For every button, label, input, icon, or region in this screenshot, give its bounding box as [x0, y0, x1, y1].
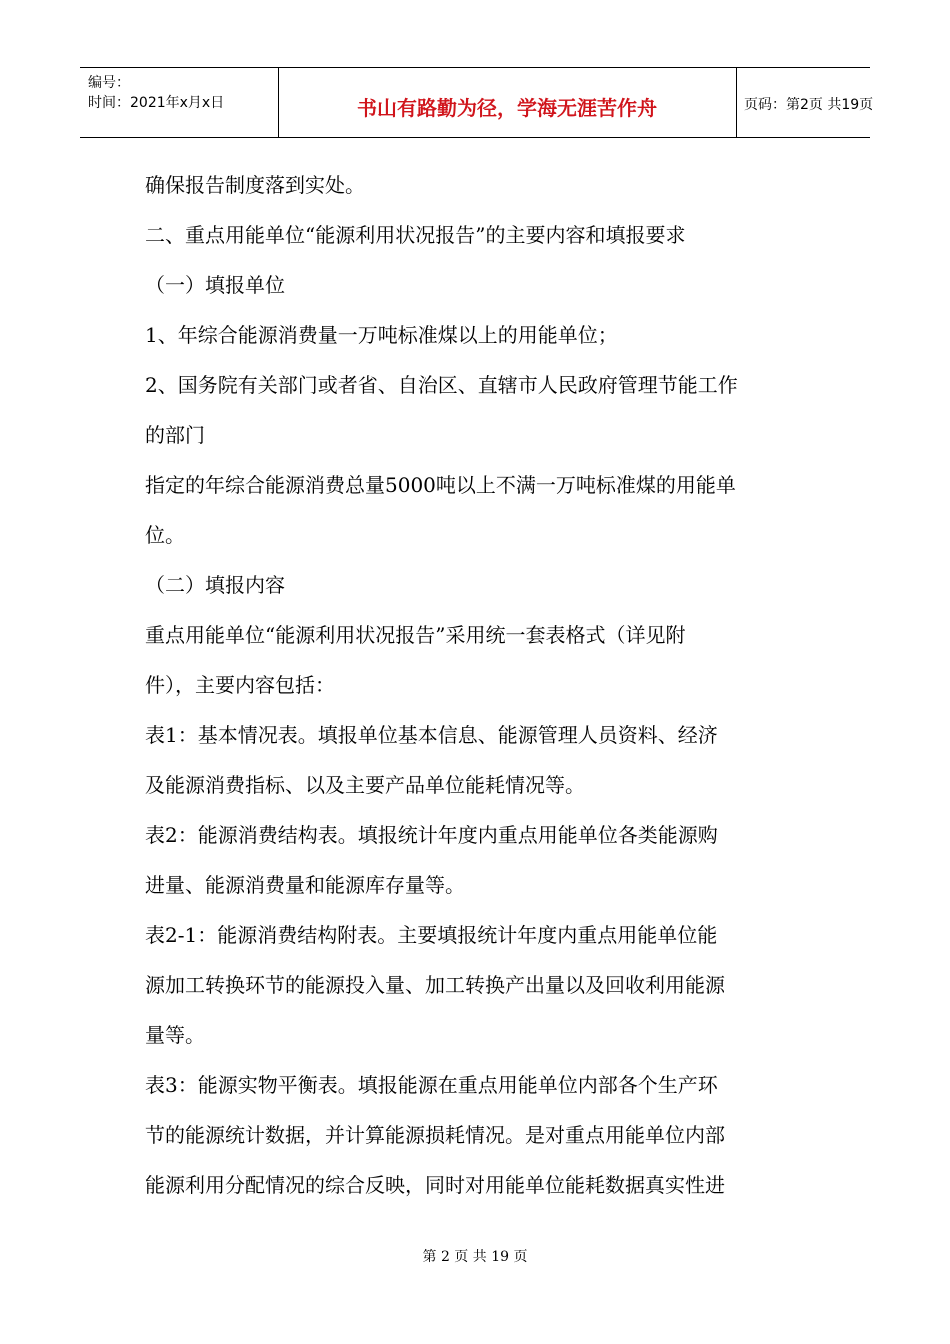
page-footer: 第 2 页 共 19 页 — [422, 1249, 528, 1265]
document-date-label: 时间：2021年x月x日 — [88, 95, 225, 111]
body-line: 指定的年综合能源消费总量5000吨以上不满一万吨标准煤的用能单 — [145, 473, 736, 497]
header-motto: 书山有路勤为径，学海无涯苦作舟 — [357, 96, 657, 120]
body-line: 2、国务院有关部门或者省、自治区、直辖市人民政府管理节能工作 — [145, 373, 738, 397]
document-number-label: 编号： — [88, 75, 130, 91]
header-page-number: 页码：第2页 共19页 — [744, 97, 874, 113]
page-header — [80, 67, 874, 138]
body-line: 源加工转换环节的能源投入量、加工转换产出量以及回收利用能源 — [145, 973, 725, 997]
body-line: 量等。 — [145, 1023, 205, 1047]
body-line: 表1：基本情况表。填报单位基本信息、能源管理人员资料、经济 — [145, 723, 718, 747]
subsection-heading: （二）填报内容 — [145, 573, 285, 597]
body-line: 表2：能源消费结构表。填报统计年度内重点用能单位各类能源购 — [145, 823, 718, 847]
section-heading: 二、重点用能单位“能源利用状况报告”的主要内容和填报要求 — [145, 223, 686, 247]
body-line: 件），主要内容包括： — [145, 673, 335, 697]
body-line: 表2-1：能源消费结构附表。主要填报统计年度内重点用能单位能 — [145, 923, 718, 947]
body-line: 确保报告制度落到实处。 — [145, 173, 365, 197]
body-line: 进量、能源消费量和能源库存量等。 — [145, 873, 465, 897]
header-page-cell — [736, 68, 874, 137]
body-line: 的部门 — [145, 423, 205, 447]
subsection-heading: （一）填报单位 — [145, 273, 285, 297]
body-line: 重点用能单位“能源利用状况报告”采用统一套表格式（详见附 — [145, 623, 686, 647]
body-line: 位。 — [145, 523, 185, 547]
body-line: 能源利用分配情况的综合反映，同时对用能单位能耗数据真实性进 — [145, 1173, 725, 1197]
body-line: 节的能源统计数据，并计算能源损耗情况。是对重点用能单位内部 — [145, 1123, 725, 1147]
header-meta-cell — [80, 68, 279, 137]
document-body — [145, 160, 810, 1210]
body-line: 1、年综合能源消费量一万吨标准煤以上的用能单位； — [145, 323, 618, 347]
body-line: 及能源消费指标、以及主要产品单位能耗情况等。 — [145, 773, 585, 797]
header-motto-cell — [278, 68, 737, 137]
body-line: 表3：能源实物平衡表。填报能源在重点用能单位内部各个生产环 — [145, 1073, 718, 1097]
